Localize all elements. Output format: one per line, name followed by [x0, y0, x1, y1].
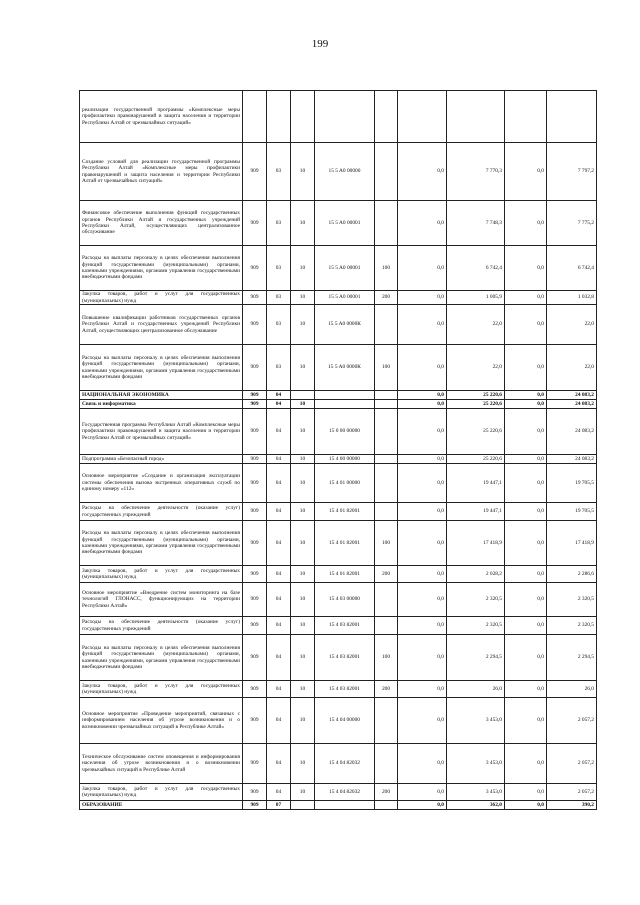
expense-type-code	[375, 391, 398, 400]
expense-type-code	[375, 91, 398, 143]
ministry-code: 909	[243, 143, 267, 201]
ministry-code: 909	[243, 345, 267, 391]
amount-col9: 0,0	[505, 698, 547, 744]
subsection-code: 10	[291, 305, 315, 345]
amount-col9: 0,0	[505, 455, 547, 464]
ministry-code: 909	[243, 698, 267, 744]
amount-col10: 24 083,2	[547, 455, 597, 464]
amount-col8: 25 220,6	[447, 391, 505, 400]
expense-type-code: 100	[375, 521, 398, 566]
budget-table	[79, 90, 597, 810]
ministry-code: 909	[243, 464, 267, 503]
amount-col8: 22,0	[447, 305, 505, 345]
row-name: Расходы на обеспечение деятельности (оказание услуг) государственных учреждений	[80, 503, 243, 521]
section-code: 04	[267, 400, 291, 409]
table-row	[80, 801, 597, 810]
amount-col10: 22,0	[547, 345, 597, 391]
amount-col9: 0,0	[505, 391, 547, 400]
amount-col9: 0,0	[505, 201, 547, 246]
amount-col7: 0,0	[398, 784, 447, 801]
ministry-code: 909	[243, 409, 267, 455]
table-row	[80, 345, 597, 391]
amount-col7: 0,0	[398, 345, 447, 391]
amount-col10: 2 286,6	[547, 566, 597, 583]
target-article-code: 15 5 A0 00001	[315, 291, 375, 305]
amount-col7: 0,0	[398, 143, 447, 201]
ministry-code: 909	[243, 291, 267, 305]
amount-col8: 19 447,1	[447, 503, 505, 521]
amount-col8: 3 453,0	[447, 744, 505, 784]
table-row	[80, 143, 597, 201]
amount-col8: 2 320,5	[447, 617, 505, 635]
subsection-code: 10	[291, 617, 315, 635]
amount-col8: 25 220,6	[447, 400, 505, 409]
amount-col9: 0,0	[505, 246, 547, 291]
target-article-code: 15 5 A0 0000К	[315, 345, 375, 391]
amount-col9: 0,0	[505, 400, 547, 409]
amount-col9: 0,0	[505, 305, 547, 345]
ministry-code: 909	[243, 784, 267, 801]
table-row	[80, 246, 597, 291]
amount-col9: 0,0	[505, 635, 547, 681]
subsection-code: 10	[291, 635, 315, 681]
row-name: Связь и информатика	[80, 400, 243, 409]
amount-col10: 2 057,2	[547, 698, 597, 744]
section-code: 04	[267, 744, 291, 784]
target-article-code: 15 4 00 00000	[315, 455, 375, 464]
row-name: ОБРАЗОВАНИЕ	[80, 801, 243, 810]
ministry-code	[243, 91, 267, 143]
amount-col10: 6 742,4	[547, 246, 597, 291]
amount-col8: 3 453,0	[447, 784, 505, 801]
target-article-code: 15 4 01 00000	[315, 464, 375, 503]
amount-col10: 24 083,2	[547, 409, 597, 455]
row-name: Техническое обслуживание систем оповещения и информирования населения об угрозе возникновения и о возникновении чрезвычайных ситуаций в Республике Алтай	[80, 744, 243, 784]
page-number: 199	[311, 38, 329, 50]
amount-col8: 6 742,4	[447, 246, 505, 291]
expense-type-code	[375, 503, 398, 521]
row-name: Основное мероприятие «Создание и организация эксплуатации системы обеспечения вызова экстренных оперативных служб по единому номеру «112»	[80, 464, 243, 503]
target-article-code: 15 5 A0 0000К	[315, 305, 375, 345]
expense-type-code: 200	[375, 784, 398, 801]
table-row	[80, 784, 597, 801]
amount-col8: 7 748,3	[447, 201, 505, 246]
table-row	[80, 521, 597, 566]
amount-col9: 0,0	[505, 503, 547, 521]
expense-type-code: 200	[375, 566, 398, 583]
amount-col8: 25 220,6	[447, 409, 505, 455]
row-name: Расходы на выплаты персоналу в целях обеспечения выполнения функций государственными (муниципальными) органами, казенными учреждениями, органами управления государственными внебюджетными фондами	[80, 521, 243, 566]
expense-type-code	[375, 143, 398, 201]
expense-type-code: 100	[375, 345, 398, 391]
amount-col9: 0,0	[505, 409, 547, 455]
target-article-code: 15 4 01 82001	[315, 503, 375, 521]
amount-col8: 25 220,6	[447, 455, 505, 464]
amount-col9: 0,0	[505, 681, 547, 698]
amount-col10: 390,2	[547, 801, 597, 810]
row-name: реализации государственной программы «Комплексные меры профилактики правонарушений и защита населения и территории Республики Алтай от чрезвычайных ситуаций»	[80, 91, 243, 143]
ministry-code: 909	[243, 391, 267, 400]
subsection-code	[291, 391, 315, 400]
section-code	[267, 91, 291, 143]
amount-col8: 2 320,5	[447, 583, 505, 617]
ministry-code: 909	[243, 744, 267, 784]
amount-col7: 0,0	[398, 400, 447, 409]
amount-col8	[447, 91, 505, 143]
amount-col7: 0,0	[398, 744, 447, 784]
table-row	[80, 409, 597, 455]
row-name: Закупка товаров, работ и услуг для государственных (муниципальных) нужд	[80, 291, 243, 305]
subsection-code: 10	[291, 681, 315, 698]
table-row	[80, 681, 597, 698]
row-name: Создание условий для реализации государственной программы Республики Алтай «Комплексные меры профилактики правонарушений и защита населения и территории Республики Алтай от чрезвычайных ситуаций»	[80, 143, 243, 201]
amount-col9: 0,0	[505, 801, 547, 810]
amount-col10: 1 032,8	[547, 291, 597, 305]
subsection-code: 10	[291, 455, 315, 464]
amount-col9: 0,0	[505, 291, 547, 305]
amount-col10: 19 705,5	[547, 464, 597, 503]
section-code: 04	[267, 503, 291, 521]
subsection-code: 10	[291, 464, 315, 503]
row-name: Основное мероприятие «Внедрение систем мониторинга на базе технологий ГЛОНАСС, функционирующих на территории Республики Алтай»	[80, 583, 243, 617]
section-code: 07	[267, 801, 291, 810]
row-name: Закупка товаров, работ и услуг для государственных (муниципальных) нужд	[80, 681, 243, 698]
amount-col8: 22,0	[447, 345, 505, 391]
ministry-code: 909	[243, 521, 267, 566]
section-code: 04	[267, 583, 291, 617]
amount-col9: 0,0	[505, 583, 547, 617]
amount-col10: 19 705,5	[547, 503, 597, 521]
section-code: 03	[267, 143, 291, 201]
row-name: Расходы на выплаты персоналу в целях обеспечения выполнения функций государственными (муниципальными) органами, казенными учреждениями, органами управления государственными внебюджетными фондами	[80, 635, 243, 681]
row-name: Расходы на выплаты персоналу в целях обеспечения выполнения функций государственными (муниципальными) органами, казенными учреждениями, органами управления государственными внебюджетными фондами	[80, 345, 243, 391]
row-name: Финансовое обеспечение выполнения функций государственных органов Республики Алтай и государственных учреждений Республики Алтай, осуществляющих централизованное обслуживание	[80, 201, 243, 246]
table-row	[80, 391, 597, 400]
table-row	[80, 617, 597, 635]
target-article-code	[315, 400, 375, 409]
subsection-code: 10	[291, 583, 315, 617]
target-article-code: 15 4 04 00000	[315, 698, 375, 744]
amount-col8: 362,0	[447, 801, 505, 810]
section-code: 04	[267, 464, 291, 503]
section-code: 04	[267, 566, 291, 583]
subsection-code: 10	[291, 291, 315, 305]
section-code: 04	[267, 455, 291, 464]
table-row	[80, 698, 597, 744]
table-row	[80, 91, 597, 143]
amount-col10: 24 083,2	[547, 391, 597, 400]
expense-type-code: 100	[375, 635, 398, 681]
ministry-code: 909	[243, 503, 267, 521]
subsection-code: 10	[291, 409, 315, 455]
amount-col8: 7 770,3	[447, 143, 505, 201]
target-article-code	[315, 801, 375, 810]
target-article-code: 15 4 01 82001	[315, 566, 375, 583]
section-code: 04	[267, 409, 291, 455]
amount-col7: 0,0	[398, 698, 447, 744]
target-article-code: 15 4 03 82001	[315, 635, 375, 681]
section-code: 03	[267, 201, 291, 246]
row-name: НАЦИОНАЛЬНАЯ ЭКОНОМИКА	[80, 391, 243, 400]
section-code: 03	[267, 291, 291, 305]
section-code: 04	[267, 681, 291, 698]
ministry-code: 909	[243, 400, 267, 409]
ministry-code: 909	[243, 455, 267, 464]
amount-col7: 0,0	[398, 409, 447, 455]
amount-col7: 0,0	[398, 583, 447, 617]
ministry-code: 909	[243, 583, 267, 617]
amount-col7	[398, 91, 447, 143]
target-article-code: 15 5 A0 00001	[315, 201, 375, 246]
amount-col7: 0,0	[398, 455, 447, 464]
expense-type-code	[375, 400, 398, 409]
amount-col8: 19 447,1	[447, 464, 505, 503]
amount-col9: 0,0	[505, 345, 547, 391]
amount-col10: 22,0	[547, 305, 597, 345]
subsection-code: 10	[291, 400, 315, 409]
amount-col7: 0,0	[398, 291, 447, 305]
subsection-code: 10	[291, 744, 315, 784]
expense-type-code	[375, 617, 398, 635]
table-row	[80, 635, 597, 681]
amount-col8: 2 028,2	[447, 566, 505, 583]
amount-col7: 0,0	[398, 521, 447, 566]
table-row	[80, 503, 597, 521]
expense-type-code	[375, 583, 398, 617]
row-name: Расходы на выплаты персоналу в целях обеспечения выполнения функций государственными (муниципальными) органами, казенными учреждениями, органами управления государственными внебюджетными фондами	[80, 246, 243, 291]
subsection-code: 10	[291, 521, 315, 566]
expense-type-code	[375, 409, 398, 455]
amount-col7: 0,0	[398, 503, 447, 521]
section-code: 03	[267, 246, 291, 291]
expense-type-code	[375, 464, 398, 503]
amount-col8: 2 294,5	[447, 635, 505, 681]
subsection-code: 10	[291, 345, 315, 391]
amount-col9: 0,0	[505, 464, 547, 503]
ministry-code: 909	[243, 305, 267, 345]
amount-col7: 0,0	[398, 464, 447, 503]
amount-col7: 0,0	[398, 391, 447, 400]
subsection-code: 10	[291, 698, 315, 744]
subsection-code	[291, 801, 315, 810]
amount-col8: 3 453,0	[447, 698, 505, 744]
target-article-code	[315, 91, 375, 143]
ministry-code: 909	[243, 681, 267, 698]
amount-col9: 0,0	[505, 566, 547, 583]
ministry-code: 909	[243, 635, 267, 681]
section-code: 04	[267, 391, 291, 400]
amount-col10: 2 294,5	[547, 635, 597, 681]
amount-col10: 17 418,9	[547, 521, 597, 566]
subsection-code: 10	[291, 503, 315, 521]
expense-type-code	[375, 801, 398, 810]
target-article-code: 15 4 03 00000	[315, 583, 375, 617]
amount-col7: 0,0	[398, 305, 447, 345]
expense-type-code: 100	[375, 246, 398, 291]
amount-col10: 2 320,5	[547, 583, 597, 617]
amount-col10: 7 797,2	[547, 143, 597, 201]
row-name: Закупка товаров, работ и услуг для государственных (муниципальных) нужд	[80, 784, 243, 801]
expense-type-code	[375, 455, 398, 464]
expense-type-code	[375, 744, 398, 784]
table-row	[80, 400, 597, 409]
section-code: 04	[267, 617, 291, 635]
amount-col7: 0,0	[398, 246, 447, 291]
section-code: 03	[267, 345, 291, 391]
amount-col10: 26,0	[547, 681, 597, 698]
amount-col7: 0,0	[398, 617, 447, 635]
ministry-code: 909	[243, 246, 267, 291]
subsection-code	[291, 91, 315, 143]
amount-col7: 0,0	[398, 566, 447, 583]
row-name: Подпрограмма «Безопасный город»	[80, 455, 243, 464]
row-name: Основное мероприятие «Проведение мероприятий, связанных с информированием населения об угрозе возникновения и о возникновении чрезвычайных ситуаций в Республике Алтай»	[80, 698, 243, 744]
section-code: 03	[267, 305, 291, 345]
expense-type-code	[375, 201, 398, 246]
table-row	[80, 201, 597, 246]
target-article-code: 15 5 A0 00000	[315, 143, 375, 201]
section-code: 04	[267, 635, 291, 681]
amount-col8: 17 418,9	[447, 521, 505, 566]
ministry-code: 909	[243, 201, 267, 246]
amount-col10	[547, 91, 597, 143]
table-row	[80, 291, 597, 305]
subsection-code: 10	[291, 143, 315, 201]
target-article-code: 15 4 01 82001	[315, 521, 375, 566]
amount-col8: 26,0	[447, 681, 505, 698]
amount-col7: 0,0	[398, 635, 447, 681]
amount-col9: 0,0	[505, 521, 547, 566]
row-name: Государственная программа Республики Алтай «Комплексные меры профилактики правонарушений и защита населения и территории Республики Алтай от чрезвычайных ситуаций»	[80, 409, 243, 455]
table-body	[80, 91, 597, 810]
target-article-code: 15 0 00 00000	[315, 409, 375, 455]
amount-col10: 2 057,2	[547, 784, 597, 801]
subsection-code: 10	[291, 784, 315, 801]
table-row	[80, 464, 597, 503]
expense-type-code: 200	[375, 291, 398, 305]
subsection-code: 10	[291, 246, 315, 291]
table-row	[80, 305, 597, 345]
expense-type-code	[375, 698, 398, 744]
table-row	[80, 744, 597, 784]
target-article-code: 15 4 04 82032	[315, 744, 375, 784]
amount-col7: 0,0	[398, 681, 447, 698]
target-article-code: 15 5 A0 00001	[315, 246, 375, 291]
row-name: Закупка товаров, работ и услуг для государственных (муниципальных) нужд	[80, 566, 243, 583]
amount-col8: 1 005,9	[447, 291, 505, 305]
subsection-code: 10	[291, 566, 315, 583]
section-code: 04	[267, 698, 291, 744]
amount-col9	[505, 91, 547, 143]
section-code: 04	[267, 784, 291, 801]
amount-col10: 2 320,5	[547, 617, 597, 635]
table-row	[80, 566, 597, 583]
table-row	[80, 583, 597, 617]
amount-col10: 7 775,2	[547, 201, 597, 246]
target-article-code	[315, 391, 375, 400]
target-article-code: 15 4 03 82001	[315, 681, 375, 698]
amount-col10: 2 057,2	[547, 744, 597, 784]
section-code: 04	[267, 521, 291, 566]
target-article-code: 15 4 04 82032	[315, 784, 375, 801]
amount-col10: 24 083,2	[547, 400, 597, 409]
ministry-code: 909	[243, 617, 267, 635]
ministry-code: 909	[243, 801, 267, 810]
row-name: Повышение квалификации работников государственных органов Республики Алтай и государственных учреждений Республики Алтай, осуществляющих централизованное обслуживание	[80, 305, 243, 345]
subsection-code: 10	[291, 201, 315, 246]
row-name: Расходы на обеспечение деятельности (оказание услуг) государственных учреждений	[80, 617, 243, 635]
ministry-code: 909	[243, 566, 267, 583]
expense-type-code	[375, 305, 398, 345]
target-article-code: 15 4 03 82001	[315, 617, 375, 635]
amount-col9: 0,0	[505, 617, 547, 635]
amount-col9: 0,0	[505, 744, 547, 784]
table-row	[80, 455, 597, 464]
amount-col7: 0,0	[398, 201, 447, 246]
expense-type-code: 200	[375, 681, 398, 698]
amount-col9: 0,0	[505, 784, 547, 801]
amount-col9: 0,0	[505, 143, 547, 201]
amount-col7: 0,0	[398, 801, 447, 810]
